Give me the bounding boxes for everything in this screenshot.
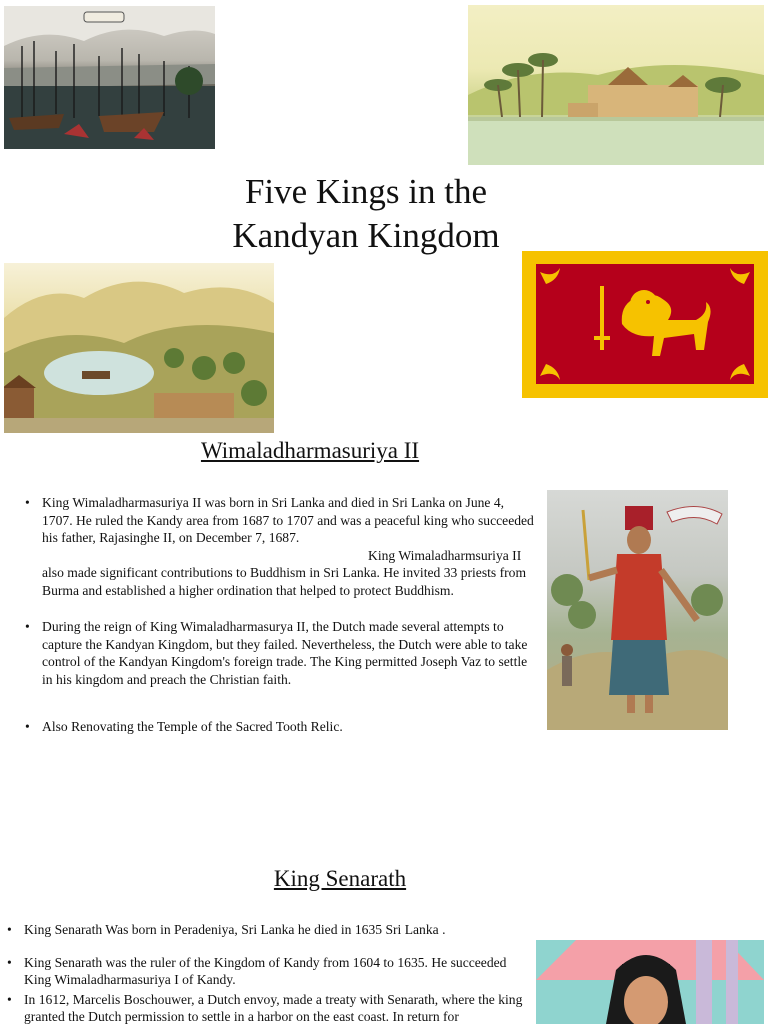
- list-item: [7, 991, 534, 1026]
- bullet-text: In 1612, Marcelis Boschouwer, a Dutch envoy, made a treaty with Senarath, where the king granted the Dutch permission to settle in a harbor on the east coast. In return for: [24, 991, 523, 1024]
- bullet-icon: •: [7, 991, 12, 1007]
- sri-lanka-lion-flag: [522, 251, 768, 398]
- bullet-icon: •: [25, 495, 30, 510]
- title-line-2: Kandyan Kingdom: [232, 216, 500, 255]
- list-item: [7, 954, 534, 989]
- page-title: [180, 170, 552, 258]
- kandy-valley-painting: [4, 263, 274, 433]
- bullet-text: Also Renovating the Temple of the Sacred Tooth Relic.: [42, 719, 343, 734]
- harbor-ships-painting: [4, 6, 215, 149]
- bullet-icon: •: [7, 922, 12, 937]
- king-senarath-illustration: [536, 940, 764, 1024]
- title-line-1: Five Kings in the: [244, 172, 488, 211]
- bullet-text: During the reign of King Wimaladharmasurya II, the Dutch made several attempts to capture the Kandyan Kingdom, but they failed. Nevertheless, the Dutch were able to take control of the Kandyan Kingdom's foreign trade. The King permitted Joseph Vaz to settle in his kingdom and preach the Christian faith.: [42, 619, 528, 687]
- list-item: [7, 921, 534, 939]
- bullet-text: King Wimaladharmsuriya II: [368, 547, 522, 563]
- senarath-bullet-list: [7, 921, 534, 1026]
- bullet-icon: •: [7, 954, 12, 970]
- temple-lake-painting: [468, 5, 764, 165]
- list-item: [25, 494, 534, 599]
- list-item: [25, 618, 534, 688]
- section-heading-wimaladharmasuriya: Wimaladharmasuriya II: [200, 438, 420, 463]
- bullet-text: King Senarath was the ruler of the Kingdom of Kandy from 1604 to 1635. He succeeded King Wimaladharmasuriya I of Kandy.: [24, 954, 507, 987]
- list-item: [25, 718, 534, 736]
- bullet-text: also made significant contributions to Buddhism in Sri Lanka. He invited 33 priests from Burma and established a higher ordination that helped to protect Buddhism.: [42, 565, 527, 598]
- section-heading-senarath: King Senarath: [273, 866, 407, 891]
- bullet-icon: •: [25, 619, 30, 634]
- bullet-text: King Wimaladharmasuriya II was born in Sri Lanka and died in Sri Lanka on June 4, 1707. He ruled the Kandy area from 1687 to 1707 and was a peaceful king who succeeded his father, Rajasinghe II, on December 7, 1687.: [42, 495, 534, 545]
- wimaladharmasuriya-bullet-list: [25, 494, 534, 736]
- bullet-icon: •: [25, 719, 30, 734]
- bullet-text: King Senarath Was born in Peradeniya, Sri Lanka he died in 1635 Sri Lanka .: [24, 922, 446, 937]
- king-wimaladharmasuriya-portrait: [547, 490, 728, 730]
